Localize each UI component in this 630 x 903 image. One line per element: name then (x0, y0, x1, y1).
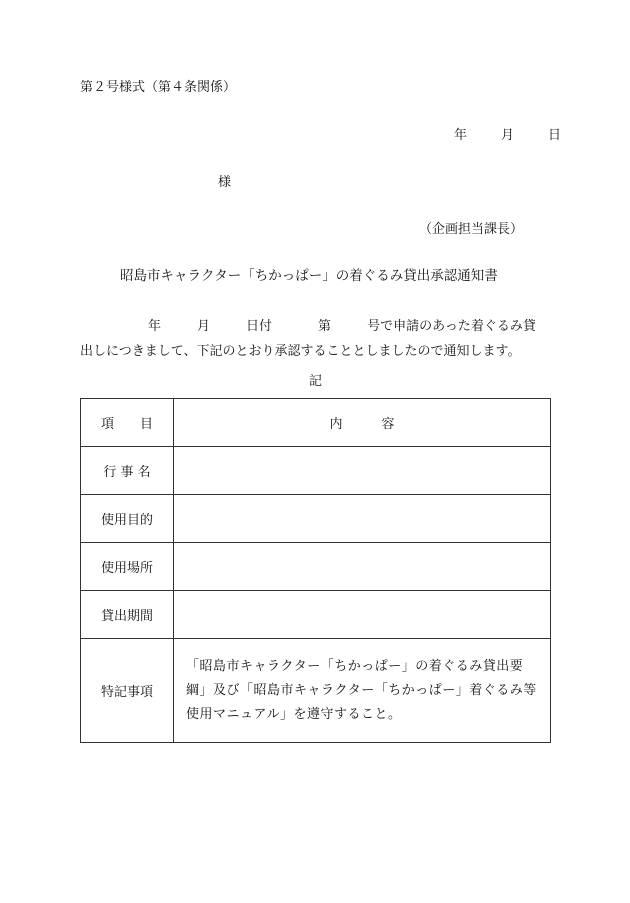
row-value-location (174, 543, 551, 591)
row-label-event-name: 行 事 名 (81, 447, 174, 495)
date-day: 日 (548, 128, 562, 143)
ki-heading: 記 (309, 374, 323, 389)
row-value-purpose (174, 495, 551, 543)
row-label-special-notes: 特記事項 (81, 639, 174, 743)
body-dated: 日付 (246, 319, 273, 334)
row-label-purpose: 使用目的 (81, 495, 174, 543)
table-header-row (81, 399, 551, 447)
header-content-cell: 内 容 (174, 399, 551, 447)
row-value-special-notes: 「昭島市キャラクター「ちかっぱー」の着ぐるみ貸出要綱」及び「昭島市キャラクター「ちかっぱー」着ぐるみ等使用マニュアル」を遵守すること。 (174, 639, 551, 743)
table-row-loan-period (81, 591, 551, 639)
table-row-location (81, 543, 551, 591)
body-year: 年 (148, 319, 162, 334)
table-row-purpose (81, 495, 551, 543)
table-row-event-name (81, 447, 551, 495)
record-table (80, 398, 551, 743)
form-number: 第２号様式（第４条関係） (80, 80, 237, 95)
body-line1-rest: 号で申請のあった着ぐるみ貸 (367, 319, 536, 334)
row-value-event-name (174, 447, 551, 495)
row-value-loan-period (174, 591, 551, 639)
recipient-sama: 様 (218, 175, 232, 190)
body-line-2: 出しにつきまして、下記のとおり承認することとしましたので通知します。 (80, 344, 521, 359)
body-month: 月 (197, 319, 211, 334)
table-row-special-notes (81, 639, 551, 743)
issuer-title: （企画担当課長） (419, 222, 524, 237)
date-line (454, 124, 561, 143)
body-number-prefix: 第 (318, 319, 332, 334)
document-title: 昭島市キャラクター「ちかっぱー」の着ぐるみ貸出承認通知書 (120, 268, 498, 284)
row-label-loan-period: 貸出期間 (81, 591, 174, 639)
date-month: 月 (501, 128, 515, 143)
date-year: 年 (454, 128, 468, 143)
header-item-cell: 項 目 (81, 399, 174, 447)
row-label-location: 使用場所 (81, 543, 174, 591)
body-line-1 (148, 315, 536, 334)
